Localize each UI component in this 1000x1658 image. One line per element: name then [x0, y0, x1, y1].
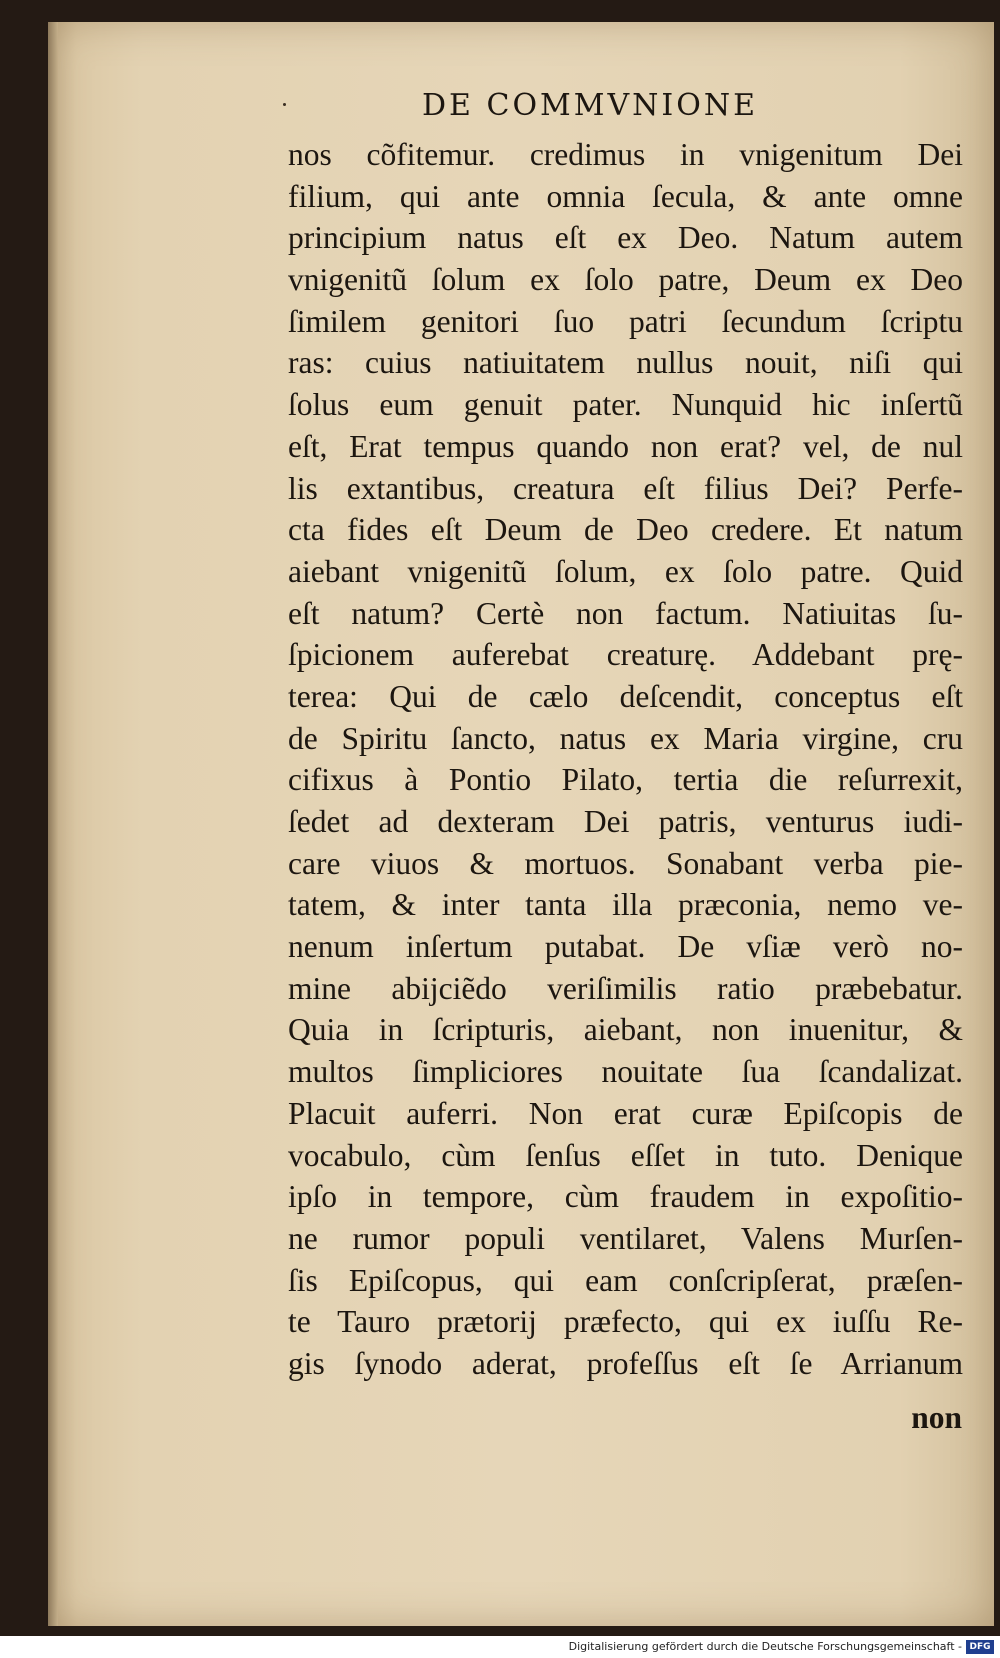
- text-line: tatem, & inter tanta illa præconia, nemo ve-: [288, 887, 963, 923]
- running-head: DE COMMVNIONE: [422, 88, 758, 123]
- digitization-credit: Digitalisierung gefördert durch die Deutsche Forschungsgemeinschaft -: [568, 1640, 962, 1653]
- dfg-logo: DFG: [966, 1640, 994, 1654]
- text-line: Placuit auferri. Non erat curæ Epiſcopis de: [288, 1095, 963, 1131]
- text-line: ſolus eum genuit pater. Nunquid hic inſertũ: [288, 387, 963, 423]
- text-line: mine abijciẽdo veriſimilis ratio præbebatur.: [288, 970, 963, 1006]
- text-line: eſt natum? Certè non factum. Natiuitas ſu-: [288, 595, 963, 631]
- body-text: [288, 134, 963, 1385]
- text-line: gis ſynodo aderat, profeſſus eſt ſe Arrianum: [288, 1345, 963, 1381]
- text-line: de Spiritu ſancto, natus ex Maria virgine, cru: [288, 720, 963, 756]
- text-line: terea: Qui de cælo deſcendit, conceptus eſt: [288, 678, 963, 714]
- text-line: te Tauro prætorij præfecto, qui ex iuſſu Re-: [288, 1304, 963, 1340]
- text-line: vnigenitũ ſolum ex ſolo patre, Deum ex Deo: [288, 262, 963, 298]
- text-line: care viuos & mortuos. Sonabant verba pie-: [288, 845, 963, 881]
- text-line: principium natus eſt ex Deo. Natum autem: [288, 220, 963, 256]
- text-line: ne rumor populi ventilaret, Valens Murſen-: [288, 1220, 963, 1256]
- text-line: aiebant vnigenitũ ſolum, ex ſolo patre. Quid: [288, 553, 963, 589]
- text-line: nos cõfitemur. credimus in vnigenitum Dei: [288, 137, 963, 172]
- text-line: nenum inſertum putabat. De vſiæ verò no-: [288, 929, 963, 965]
- text-line: ſedet ad dexteram Dei patris, venturus iudi-: [288, 804, 963, 839]
- text-line: vocabulo, cùm ſenſus eſſet in tuto. Denique: [288, 1137, 963, 1173]
- text-line: ſimilem genitori ſuo patri ſecundum ſcriptu: [288, 303, 963, 339]
- text-line: eſt, Erat tempus quando non erat? vel, de nul: [288, 428, 963, 464]
- text-line: ipſo in tempore, cùm fraudem in expoſitio-: [288, 1179, 963, 1215]
- text-line: cta fides eſt Deum de Deo credere. Et natum: [288, 512, 963, 548]
- text-line: ſis Epiſcopus, qui eam conſcripſerat, præſen-: [288, 1262, 963, 1298]
- text-line: ras: cuius natiuitatem nullus nouit, niſi qui: [288, 345, 963, 381]
- text-line: Quia in ſcripturis, aiebant, non inuenitur, &: [288, 1012, 963, 1048]
- text-line: cifixus à Pontio Pilato, tertia die reſurrexit,: [288, 762, 963, 798]
- ink-speck: [283, 103, 286, 106]
- catchword: non: [911, 1400, 962, 1435]
- text-line: filium, qui ante omnia ſecula, & ante omne: [288, 178, 963, 214]
- text-line: lis extantibus, creatura eſt filius Dei? Perfe-: [288, 470, 963, 506]
- text-line: ſpicionem auferebat creaturę. Addebant prę-: [288, 637, 963, 673]
- page-gutter-edge: [48, 22, 58, 1626]
- text-line: multos ſimpliciores nouitate ſua ſcandalizat.: [288, 1054, 963, 1090]
